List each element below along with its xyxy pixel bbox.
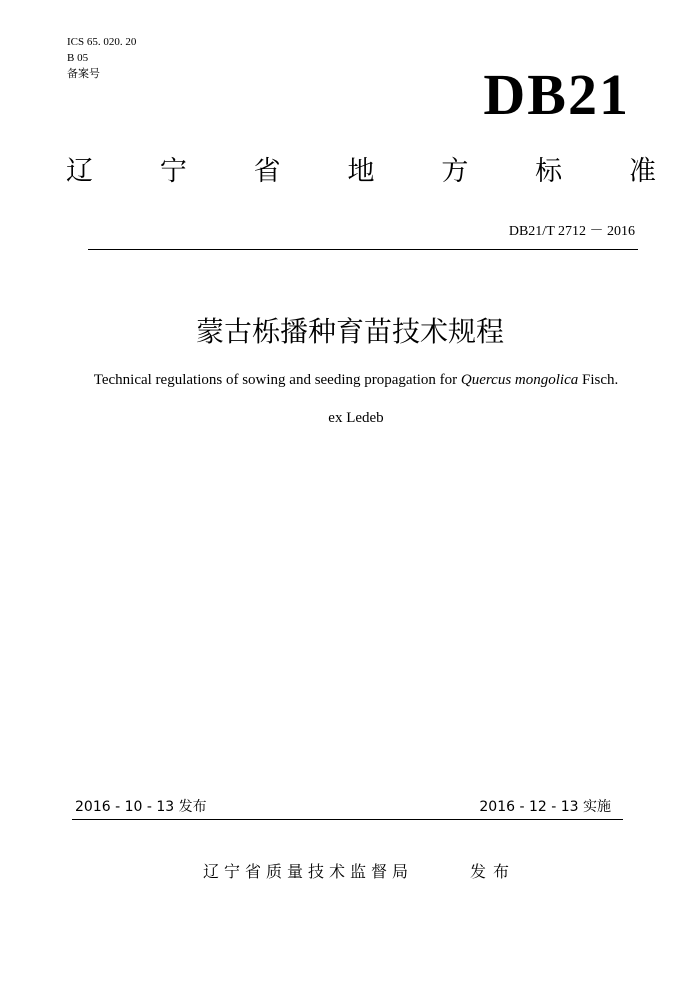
ics-code: ICS 65. 020. 20	[67, 36, 137, 48]
issue-label: 发布	[470, 862, 517, 881]
date-row	[75, 797, 611, 817]
ccs-code: B 05	[67, 52, 89, 64]
standard-number: DB21/T 2712 － 2016	[508, 224, 635, 239]
issuing-authority: 辽宁省质量技术监督局	[203, 862, 414, 881]
standard-type-char: 宁	[159, 156, 187, 187]
publish-date: 2016 - 10 - 13 发布	[75, 799, 207, 815]
scientific-name: Quercus mongolica	[460, 372, 579, 388]
standard-type-char: 标	[535, 156, 563, 187]
english-title	[0, 370, 700, 390]
standard-type-char: 省	[253, 156, 281, 187]
db21-logo: DB21	[483, 62, 630, 127]
standard-type-char: 方	[441, 156, 469, 187]
standard-type-heading	[66, 154, 656, 190]
classification-block	[67, 34, 136, 82]
filing-number-label: 备案号	[67, 68, 100, 80]
header-divider	[88, 249, 638, 250]
chinese-title: 蒙古栎播种育苗技术规程	[195, 315, 504, 348]
standard-type-char: 地	[347, 156, 375, 187]
implement-date: 2016 - 12 - 13 实施	[479, 799, 611, 815]
english-title-suffix: Fisch.	[578, 372, 619, 388]
english-title-line2: ex Ledeb	[328, 410, 384, 426]
footer-divider	[72, 819, 623, 820]
english-title-prefix: Technical regulations of sowing and seeding propagation for	[93, 372, 461, 388]
standard-type-char: 准	[628, 156, 656, 187]
standard-type-char: 辽	[66, 156, 93, 187]
